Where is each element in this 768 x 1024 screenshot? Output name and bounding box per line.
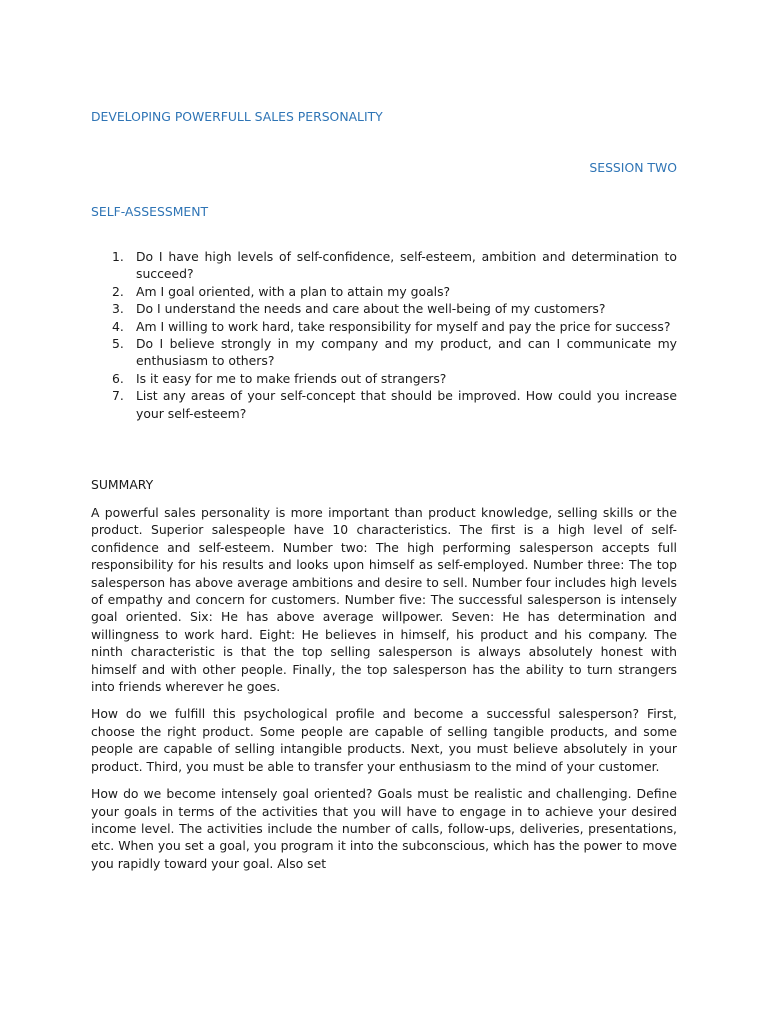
self-assessment-questions bbox=[91, 248, 677, 422]
summary-paragraph: How do we fulfill this psychological profile and become a successful salesperson? First, choose the right product. Some people are capable of selling tangible products, and some people are capable of selling intangible products. Next, you must believe absolutely in your product. Third, you must be able to transfer your enthusiasm to the mind of your customer. bbox=[91, 706, 677, 774]
document-title: DEVELOPING POWERFULL SALES PERSONALITY bbox=[91, 109, 383, 124]
self-assessment-heading: SELF-ASSESSMENT bbox=[91, 204, 209, 219]
question-text: List any areas of your self-concept that should be improved. How could you increase your self-esteem? bbox=[136, 388, 677, 421]
question-text: Do I understand the needs and care about the well-being of my customers? bbox=[136, 301, 606, 317]
session-label: SESSION TWO bbox=[589, 160, 677, 175]
question-item bbox=[91, 248, 677, 283]
question-item bbox=[91, 370, 677, 387]
question-text: Am I goal oriented, with a plan to attain my goals? bbox=[136, 283, 451, 299]
question-text: Am I willing to work hard, take responsibility for myself and pay the price for success? bbox=[136, 318, 671, 334]
summary-paragraph: A powerful sales personality is more important than product knowledge, selling skills or the product. Superior salespeople have 10 characteristics. The first is a high level of self-confidence and self-esteem. Number two: The high performing salesperson accepts full responsibility for his results and looks upon himself as self-employed. Number three: The top salesperson has above average ambitions and desire to sell. Number four includes high levels of empathy and concern for customers. Number five: The successful salesperson is intensely goal oriented. Six: He has above average willpower. Seven: He has determination and willingness to work hard. Eight: He believes in himself, his product and his company. The ninth characteristic is that the top selling salesperson is always absolutely honest with himself and with other people. Finally, the top salesperson has the ability to turn strangers into friends wherever he goes. bbox=[91, 505, 677, 695]
question-item bbox=[91, 387, 677, 422]
question-item bbox=[91, 335, 677, 370]
question-text: Is it easy for me to make friends out of strangers? bbox=[136, 370, 447, 386]
question-number: 5. bbox=[112, 336, 124, 352]
question-number: 3. bbox=[112, 301, 124, 317]
summary-heading: SUMMARY bbox=[91, 477, 154, 492]
question-number: 1. bbox=[112, 249, 124, 264]
question-number: 7. bbox=[112, 388, 124, 404]
question-number: 2. bbox=[112, 283, 124, 299]
question-item bbox=[91, 318, 677, 335]
question-text: Do I believe strongly in my company and my product, and can I communicate my enthusiasm to others? bbox=[136, 336, 677, 369]
summary-body bbox=[91, 504, 677, 882]
question-item bbox=[91, 300, 677, 317]
summary-paragraph: How do we become intensely goal oriented? Goals must be realistic and challenging. Define your goals in terms of the activities that you will have to engage in to achieve your desired income level. The activities include the number of calls, follow-ups, deliveries, presentations, etc. When you set a goal, you program it into the subconscious, which has the power to move you rapidly toward your goal. Also set bbox=[91, 786, 677, 871]
question-item bbox=[91, 283, 677, 300]
question-number: 6. bbox=[112, 370, 124, 386]
question-number: 4. bbox=[112, 318, 124, 334]
question-text: Do I have high levels of self-confidence, self-esteem, ambition and determination to succeed? bbox=[136, 249, 677, 282]
